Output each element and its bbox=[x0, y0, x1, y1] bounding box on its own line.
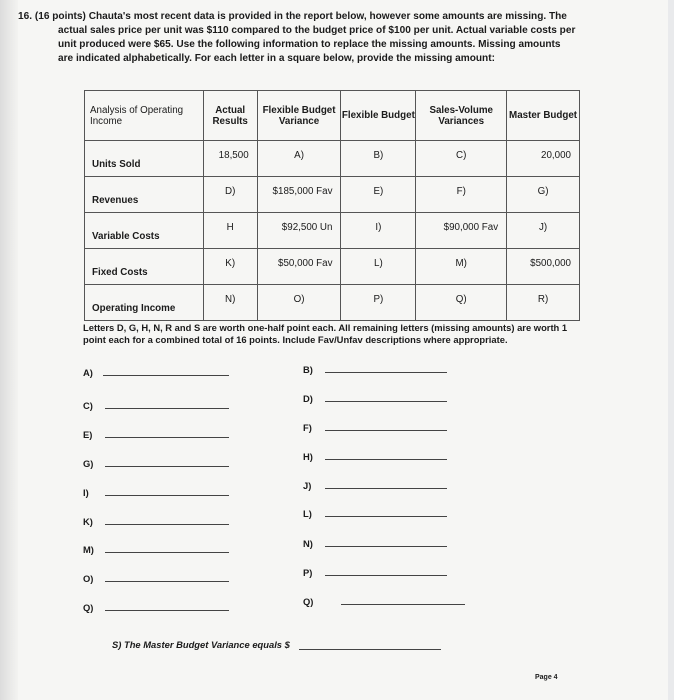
answer-label: A) bbox=[83, 367, 93, 378]
answer-label: N) bbox=[303, 538, 313, 549]
answer-line[interactable] bbox=[325, 546, 447, 547]
header-sales-volume: Sales-Volume Variances bbox=[416, 91, 507, 141]
table-cell: R) bbox=[507, 285, 580, 321]
table-row bbox=[85, 141, 580, 177]
question-body: (16 points) Chauta's most recent data is provided in the report below, however some amounts are missing. The actual sales price per unit was $110 compared to the budget price of $100 per unit. Actual variable costs per unit produced were $65. Use the following information to replace the missing amounts. Missing amounts are indicated alphabetically. For each letter in a square below, provide the missing amount: bbox=[34, 11, 576, 64]
table-cell: C) bbox=[416, 141, 507, 177]
page-number: Page 4 bbox=[535, 674, 558, 681]
table-cell: B) bbox=[341, 141, 416, 177]
question-text bbox=[18, 10, 578, 66]
answer-line[interactable] bbox=[325, 488, 447, 489]
answer-label: H) bbox=[303, 451, 313, 462]
answer-line[interactable] bbox=[341, 604, 465, 605]
table-cell: $500,000 bbox=[507, 249, 580, 285]
answer-line[interactable] bbox=[325, 430, 447, 431]
table-cell: D) bbox=[203, 177, 257, 213]
row-label: Units Sold bbox=[85, 141, 204, 177]
table-cell: 18,500 bbox=[203, 141, 257, 177]
table-cell: $90,000 Fav bbox=[416, 213, 507, 249]
answer-line[interactable] bbox=[325, 575, 447, 576]
answer-label: L) bbox=[303, 508, 312, 519]
table-cell: $185,000 Fav bbox=[257, 177, 341, 213]
row-label: Variable Costs bbox=[85, 213, 204, 249]
answer-label: I) bbox=[83, 487, 89, 498]
answer-line[interactable] bbox=[105, 581, 229, 582]
table-cell: M) bbox=[416, 249, 507, 285]
table-cell: O) bbox=[257, 285, 341, 321]
master-variance-blank[interactable] bbox=[299, 649, 441, 650]
answer-line[interactable] bbox=[105, 552, 229, 553]
table-row bbox=[85, 285, 580, 321]
answer-line[interactable] bbox=[103, 375, 229, 376]
answer-label: Q) bbox=[83, 602, 94, 613]
table-cell: F) bbox=[416, 177, 507, 213]
answer-label: M) bbox=[83, 544, 94, 555]
operating-income-table bbox=[84, 90, 580, 321]
table-cell: A) bbox=[257, 141, 341, 177]
answer-line[interactable] bbox=[325, 459, 447, 460]
table-cell: G) bbox=[507, 177, 580, 213]
header-analysis: Analysis of Operating Income bbox=[85, 91, 204, 141]
answer-label: J) bbox=[303, 480, 312, 491]
answer-line[interactable] bbox=[105, 610, 229, 611]
table-cell: 20,000 bbox=[507, 141, 580, 177]
master-variance-label: S) The Master Budget Variance equals $ bbox=[112, 639, 290, 650]
table-cell: H bbox=[203, 213, 257, 249]
answer-line[interactable] bbox=[105, 408, 229, 409]
answer-line[interactable] bbox=[105, 524, 229, 525]
answer-line[interactable] bbox=[105, 495, 229, 496]
answer-label: C) bbox=[83, 400, 93, 411]
header-flexible-budget: Flexible Budget bbox=[341, 91, 416, 141]
answer-label: D) bbox=[303, 393, 313, 404]
question-number: 16. bbox=[18, 11, 33, 22]
table-cell: P) bbox=[341, 285, 416, 321]
answer-line[interactable] bbox=[325, 516, 447, 517]
table-cell: K) bbox=[203, 249, 257, 285]
header-master-budget: Master Budget bbox=[507, 91, 580, 141]
row-label: Fixed Costs bbox=[85, 249, 204, 285]
answer-line[interactable] bbox=[105, 466, 229, 467]
answer-line[interactable] bbox=[105, 437, 229, 438]
table-row bbox=[85, 249, 580, 285]
table-cell: $92,500 Un bbox=[257, 213, 341, 249]
table-cell: J) bbox=[507, 213, 580, 249]
answer-label: G) bbox=[83, 458, 94, 469]
header-flexible-variance: Flexible Budget Variance bbox=[257, 91, 341, 141]
answer-label: F) bbox=[303, 422, 312, 433]
table-cell: E) bbox=[341, 177, 416, 213]
row-label: Revenues bbox=[85, 177, 204, 213]
answer-label: P) bbox=[303, 567, 313, 578]
answer-label: Q) bbox=[303, 596, 314, 607]
table-cell: Q) bbox=[416, 285, 507, 321]
answer-label: O) bbox=[83, 573, 94, 584]
answer-label: B) bbox=[303, 364, 313, 375]
answer-line[interactable] bbox=[325, 372, 447, 373]
table-row bbox=[85, 177, 580, 213]
answer-label: K) bbox=[83, 516, 93, 527]
table-cell: $50,000 Fav bbox=[257, 249, 341, 285]
scoring-note: Letters D, G, H, N, R and S are worth one-half point each. All remaining letters (missing amounts) are worth 1 point each for a combined total of 16 points. Include Fav/Unfav descriptions where appropriate. bbox=[83, 322, 568, 345]
table-cell: I) bbox=[341, 213, 416, 249]
table-row bbox=[85, 213, 580, 249]
answer-line[interactable] bbox=[325, 401, 447, 402]
row-label: Operating Income bbox=[85, 285, 204, 321]
table-cell: L) bbox=[341, 249, 416, 285]
answer-label: E) bbox=[83, 429, 93, 440]
table-cell: N) bbox=[203, 285, 257, 321]
header-actual: Actual Results bbox=[203, 91, 257, 141]
